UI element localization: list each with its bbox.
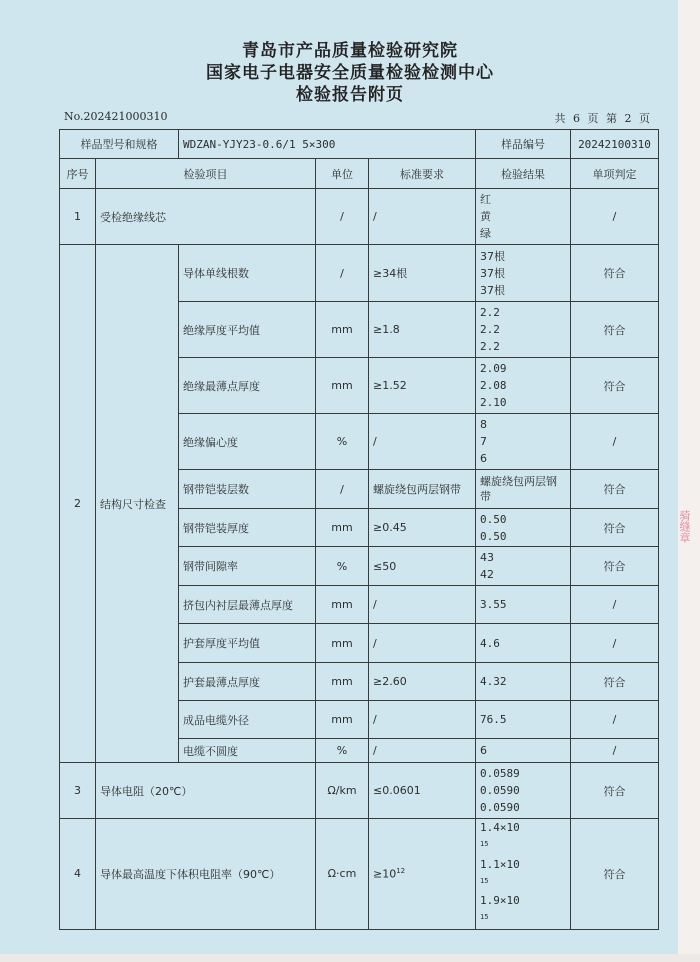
sub-judgment: 符合 (571, 245, 659, 302)
sub-judgment: 符合 (571, 302, 659, 358)
sub-unit: % (316, 414, 369, 470)
report-titles (0, 40, 700, 106)
inspection-table (59, 129, 659, 930)
row-no: 3 (60, 763, 96, 819)
page-title: 检验报告附页 (296, 85, 404, 105)
sub-results: 8 7 6 (476, 414, 571, 470)
row-item: 受检绝缘线芯 (96, 189, 316, 245)
row-unit: Ω/km (316, 763, 369, 819)
sub-item: 钢带间隙率 (179, 547, 316, 586)
sub-standard: / (369, 414, 476, 470)
sub-unit: % (316, 547, 369, 586)
sub-standard: / (369, 624, 476, 663)
col-seq: 序号 (60, 159, 96, 189)
sub-unit: mm (316, 302, 369, 358)
sub-standard: / (369, 586, 476, 624)
sample-no-value: 20242100310 (571, 130, 659, 159)
row-judgment: 符合 (571, 819, 659, 930)
report-number: No.202421000310 (64, 110, 168, 123)
sub-item: 护套最薄点厚度 (179, 663, 316, 701)
sub-item: 钢带铠装层数 (179, 470, 316, 509)
model-label: 样品型号和规格 (60, 130, 179, 159)
center-title: 国家电子电器安全质量检验检测中心 (206, 63, 494, 83)
sub-unit: mm (316, 509, 369, 547)
row-results: 红 黄 绿 (476, 189, 571, 245)
row-results: 1.4×10 $^{15}$ 1.1×10 $^{15}$ 1.9×10 $^{15}$ (476, 819, 571, 930)
sub-item: 挤包内衬层最薄点厚度 (179, 586, 316, 624)
sub-results: 0.50 0.50 (476, 509, 571, 547)
row-no: 2 (60, 245, 96, 763)
sub-standard: ≥2.60 (369, 663, 476, 701)
sub-judgment: / (571, 739, 659, 763)
column-header-row (60, 159, 659, 189)
sub-unit: mm (316, 586, 369, 624)
sub-judgment: 符合 (571, 547, 659, 586)
sub-judgment: / (571, 414, 659, 470)
sub-standard: ≤50 (369, 547, 476, 586)
row-judgment: 符合 (571, 763, 659, 819)
sub-judgment: 符合 (571, 663, 659, 701)
sub-standard: ≥1.8 (369, 302, 476, 358)
sub-results: 37根 37根 37根 (476, 245, 571, 302)
row-item: 导体最高温度下体积电阻率（90℃） (96, 819, 316, 930)
row-item: 结构尺寸检查 (96, 245, 179, 763)
sub-judgment: / (571, 701, 659, 739)
row-no: 1 (60, 189, 96, 245)
row-no: 4 (60, 819, 96, 930)
sub-unit: mm (316, 624, 369, 663)
row-judgment: / (571, 189, 659, 245)
row-item: 导体电阻（20℃） (96, 763, 316, 819)
paper-edge (678, 0, 700, 962)
sub-standard: / (369, 739, 476, 763)
paper-bottom-edge (0, 954, 700, 962)
sub-results: 3.55 (476, 586, 571, 624)
row-standard: / (369, 189, 476, 245)
sub-unit: mm (316, 358, 369, 414)
sub-unit: / (316, 470, 369, 509)
table-row (60, 189, 659, 245)
col-judgment: 单项判定 (571, 159, 659, 189)
sub-results: 2.2 2.2 2.2 (476, 302, 571, 358)
sub-standard: 螺旋绕包两层钢带 (369, 470, 476, 509)
sub-results: 76.5 (476, 701, 571, 739)
sub-item: 绝缘厚度平均值 (179, 302, 316, 358)
row-standard: $\ge 10^{12}$ (369, 819, 476, 930)
sub-item: 绝缘最薄点厚度 (179, 358, 316, 414)
col-unit: 单位 (316, 159, 369, 189)
table-row (60, 819, 659, 930)
sub-item: 导体单线根数 (179, 245, 316, 302)
sub-unit: / (316, 245, 369, 302)
table-row (60, 245, 659, 302)
institute-title: 青岛市产品质量检验研究院 (242, 41, 458, 61)
sub-results: 4.32 (476, 663, 571, 701)
row-unit: / (316, 189, 369, 245)
sub-unit: mm (316, 701, 369, 739)
sub-item: 电缆不圆度 (179, 739, 316, 763)
sub-results: 6 (476, 739, 571, 763)
sub-judgment: / (571, 624, 659, 663)
seam-stamp: 骑缝章 (678, 510, 691, 543)
page-info: 共 6 页 第 2 页 (554, 112, 652, 125)
sub-standard: ≥1.52 (369, 358, 476, 414)
sub-item: 钢带铠装厚度 (179, 509, 316, 547)
sub-results: 4.6 (476, 624, 571, 663)
sub-standard: ≥34根 (369, 245, 476, 302)
sub-standard: ≥0.45 (369, 509, 476, 547)
sub-item: 成品电缆外径 (179, 701, 316, 739)
sub-results: 螺旋绕包两层钢带 (476, 470, 571, 509)
sub-judgment: 符合 (571, 358, 659, 414)
row-unit: Ω·cm (316, 819, 369, 930)
row-standard: ≤0.0601 (369, 763, 476, 819)
sub-judgment: 符合 (571, 509, 659, 547)
sample-no-label: 样品编号 (476, 130, 571, 159)
sub-item: 护套厚度平均值 (179, 624, 316, 663)
sub-standard: / (369, 701, 476, 739)
sub-judgment: / (571, 586, 659, 624)
col-standard: 标准要求 (369, 159, 476, 189)
sub-unit: mm (316, 663, 369, 701)
sub-unit: % (316, 739, 369, 763)
sub-results: 43 42 (476, 547, 571, 586)
sample-row (60, 130, 659, 159)
model-value: WDZAN-YJY23-0.6/1 5×300 (179, 130, 476, 159)
sub-item: 绝缘偏心度 (179, 414, 316, 470)
sub-judgment: 符合 (571, 470, 659, 509)
row-results: 0.0589 0.0590 0.0590 (476, 763, 571, 819)
col-result: 检验结果 (476, 159, 571, 189)
col-item: 检验项目 (96, 159, 316, 189)
table-row (60, 763, 659, 819)
sub-results: 2.09 2.08 2.10 (476, 358, 571, 414)
